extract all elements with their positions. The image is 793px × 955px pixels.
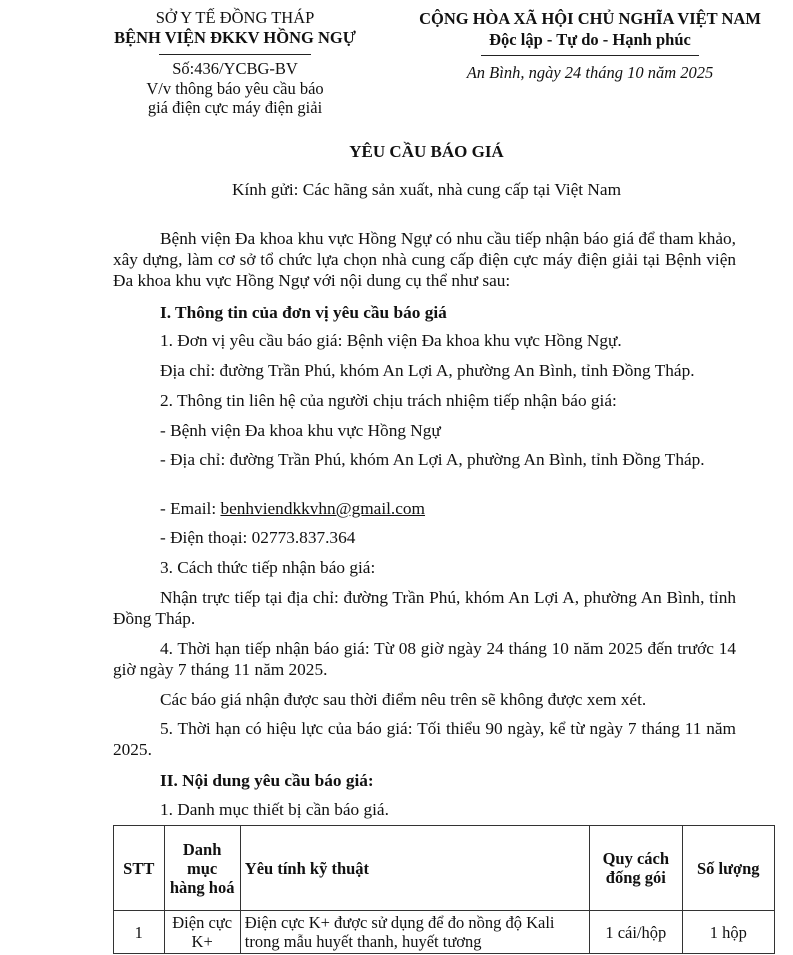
- section-1-item-4: 4. Thời hạn tiếp nhận báo giá: Từ 08 giờ ngày 24 tháng 10 năm 2025 đến trước 14 giờ ngày 7 tháng 11 năm 2025.: [113, 639, 736, 679]
- cell-packaging: 1 cái/hộp: [590, 911, 682, 954]
- section-1-address: Địa chỉ: đường Trần Phú, khóm An Lợi A, phường An Bình, tỉnh Đồng Tháp.: [160, 361, 695, 380]
- section-2-item-1: 1. Danh mục thiết bị cần báo giá.: [160, 800, 389, 819]
- subject-line-1: V/v thông báo yêu cầu báo: [146, 79, 324, 98]
- header-left-divider: [159, 54, 311, 55]
- intro-paragraph: Bệnh viện Đa khoa khu vực Hồng Ngự có nhu cầu tiếp nhận báo giá để tham khảo, xây dựng, làm cơ sở tổ chức lựa chọn nhà cung cấp điện cực máy điện giải tại Bệnh viện Đa khoa khu vực Hồng Ngự với nội dung cụ thể như sau:: [113, 229, 736, 290]
- contact-address: - Địa chỉ: đường Trần Phú, khóm An Lợi A, phường An Bình, tỉnh Đồng Tháp.: [160, 450, 705, 469]
- place-date: An Bình, ngày 24 tháng 10 năm 2025: [466, 63, 714, 82]
- section-1-item-3: 3. Cách thức tiếp nhận báo giá:: [160, 558, 376, 577]
- national-title: CỘNG HÒA XÃ HỘI CHỦ NGHĨA VIỆT NAM: [419, 9, 761, 28]
- late-submission-note: Các báo giá nhận được sau thời điểm nêu trên sẽ không được xem xét.: [160, 690, 647, 709]
- header-stt: STT: [114, 826, 165, 911]
- header-right: [380, 8, 793, 83]
- table-header-row: [114, 826, 775, 911]
- header-quantity: Số lượng: [682, 826, 774, 911]
- cell-stt: 1: [114, 911, 165, 954]
- table-row: [114, 911, 775, 954]
- header-item-category: Danh mục hàng hoá: [164, 826, 240, 911]
- section-1-heading: I. Thông tin của đơn vị yêu cầu báo giá: [160, 303, 447, 322]
- section-1-item-5: 5. Thời hạn có hiệu lực của báo giá: Tối thiểu 90 ngày, kể từ ngày 7 tháng 11 năm 2025.: [113, 719, 736, 759]
- recipient-line: Kính gửi: Các hãng sản xuất, nhà cung cấp tại Việt Nam: [231, 180, 622, 199]
- section-1-item-2: 2. Thông tin liên hệ của người chịu trách nhiệm tiếp nhận báo giá:: [160, 391, 617, 410]
- items-table: [113, 825, 775, 954]
- contact-organization: - Bệnh viện Đa khoa khu vực Hồng Ngự: [160, 421, 441, 440]
- department-name: SỞ Y TẾ ĐỒNG THÁP: [155, 8, 315, 27]
- cell-item-category: Điện cực K+: [164, 911, 240, 954]
- section-2-heading: II. Nội dung yêu cầu báo giá:: [160, 771, 374, 790]
- section-1-item-1: 1. Đơn vị yêu cầu báo giá: Bệnh viện Đa khoa khu vực Hồng Ngự.: [160, 331, 622, 350]
- email-link[interactable]: benhviendkkvhn@gmail.com: [220, 499, 426, 518]
- document-title: YÊU CẦU BÁO GIÁ: [349, 142, 504, 161]
- contact-email-line: [160, 498, 425, 519]
- contact-phone: - Điện thoại: 02773.837.364: [160, 528, 356, 547]
- header-technical-requirements: Yêu tính kỹ thuật: [240, 826, 589, 911]
- header-right-divider: [481, 55, 699, 56]
- receive-method: Nhận trực tiếp tại địa chỉ: đường Trần Phú, khóm An Lợi A, phường An Bình, tỉnh Đồng Tháp.: [113, 588, 736, 628]
- email-label: - Email:: [160, 499, 221, 518]
- hospital-name: BỆNH VIỆN ĐKKV HỒNG NGỰ: [114, 28, 356, 47]
- national-motto: Độc lập - Tự do - Hạnh phúc: [489, 30, 691, 49]
- cell-technical-requirements: Điện cực K+ được sử dụng để đo nồng độ Kali trong mẫu huyết thanh, huyết tương: [240, 911, 589, 954]
- header-packaging: Quy cách đống gói: [590, 826, 682, 911]
- header-left: [100, 8, 370, 117]
- document-number: Số:436/YCBG-BV: [172, 59, 298, 78]
- subject-line-2: giá điện cực máy điện giải: [147, 98, 323, 117]
- cell-quantity: 1 hộp: [682, 911, 774, 954]
